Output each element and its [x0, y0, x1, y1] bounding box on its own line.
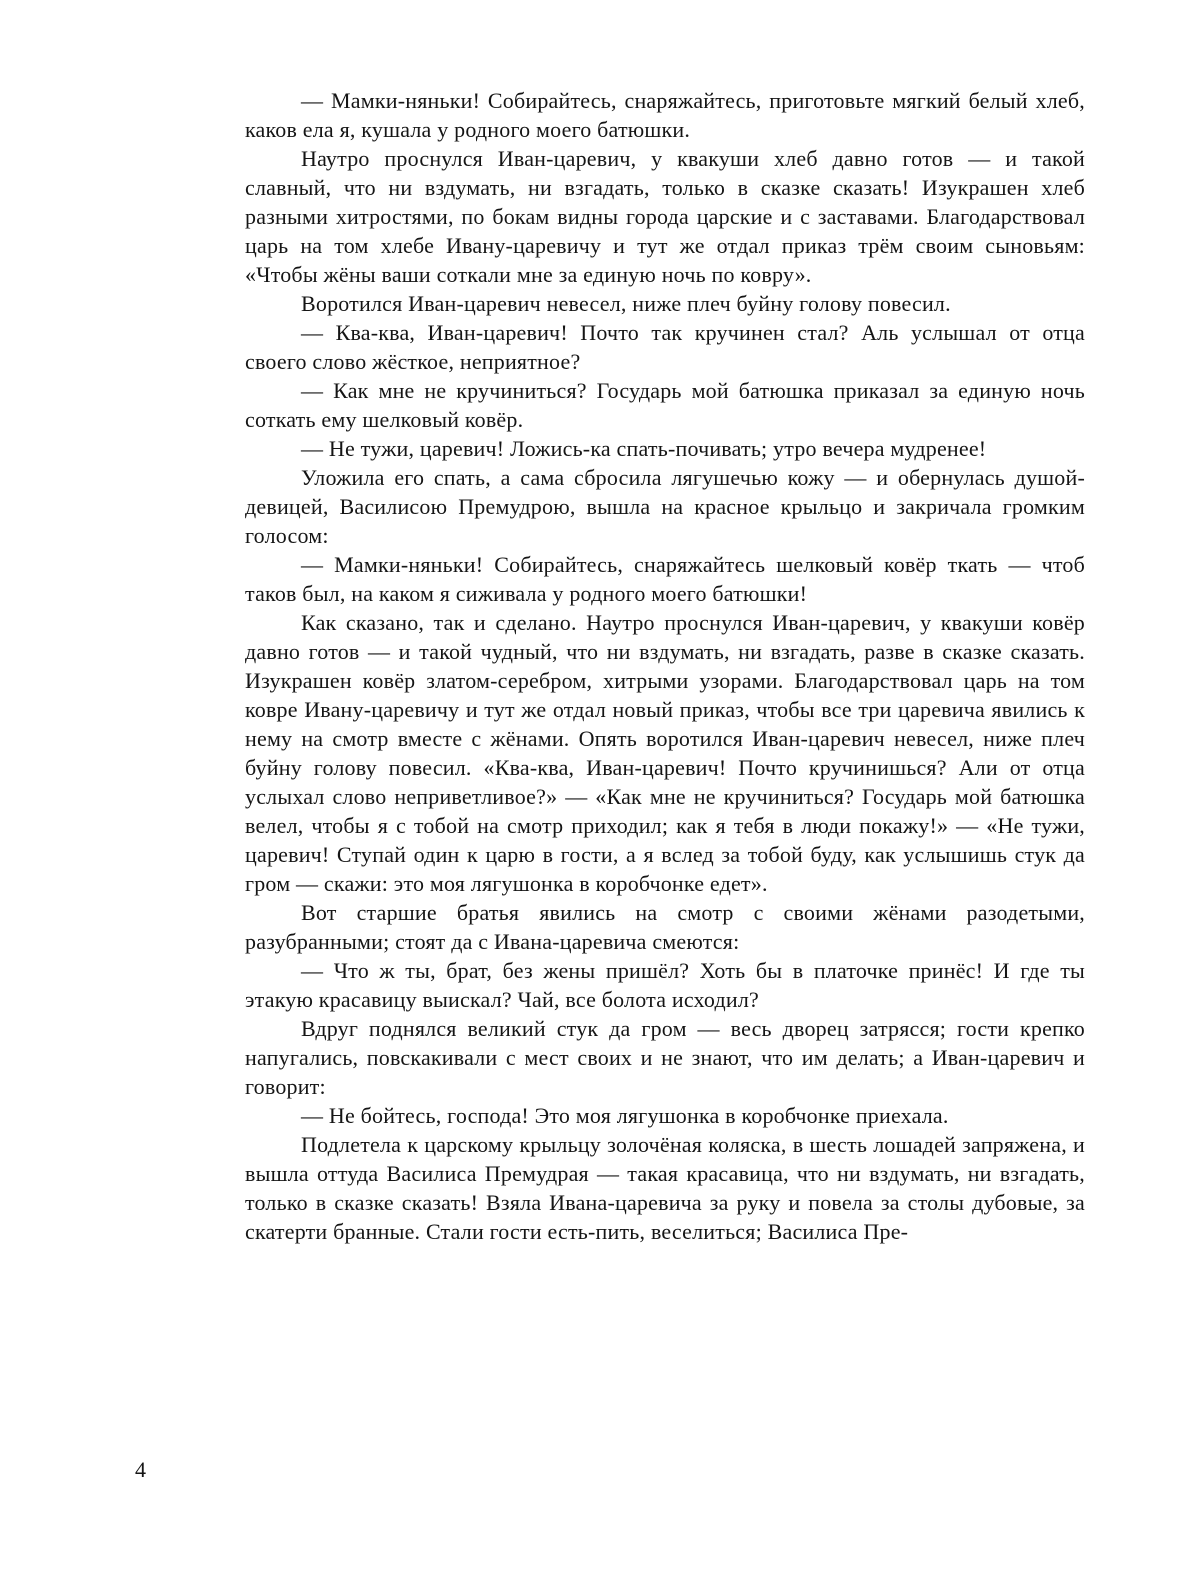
- paragraph: — Как мне не кручиниться? Государь мой батюшка приказал за единую ночь соткать ему шелковый ковёр.: [245, 378, 1085, 432]
- page-text-block: [245, 86, 1085, 1246]
- paragraph: Подлетела к царскому крыльцу золочёная коляска, в шесть лошадей запряжена, и вышла оттуда Василиса Премудрая — такая красавица, что ни вздумать, ни взгадать, только в сказке сказать! Взяла Ивана-царевича за руку и повела за столы дубовые, за скатерти бранные. Стали гости есть-пить, веселиться; Василиса Пре-: [245, 1132, 1085, 1244]
- paragraph: Как сказано, так и сделано. Наутро проснулся Иван-царевич, у квакуши ковёр давно готов — и такой чудный, что ни вздумать, ни взгадать, разве в сказке сказать. Изукрашен ковёр златом-серебром, хитрыми узорами. Благодарствовал царь на том ковре Ивану-царевичу и тут же отдал новый приказ, чтобы все три царевича явились к нему на смотр вместе с жёнами. Опять воротился Иван-царевич невесел, ниже плеч буйну голову повесил. «Ква-ква, Иван-царевич! Почто кручинишься? Али от отца услыхал слово неприветливое?» — «Как мне не кручиниться? Государь мой батюшка велел, чтобы я с тобой на смотр приходил; как я тебя в люди покажу!» — «Не тужи, царевич! Ступай один к царю в гости, а я вслед за тобой буду, как услышишь стук да гром — скажи: это моя лягушонка в коробчонке едет».: [245, 610, 1085, 896]
- paragraph: — Мамки-няньки! Собирайтесь, снаряжайтесь шелковый ковёр ткать — чтоб таков был, на каком я сиживала у родного моего батюшки!: [245, 552, 1085, 606]
- paragraph: — Не тужи, царевич! Ложись-ка спать-почивать; утро вечера мудренее!: [301, 436, 987, 461]
- paragraph: — Что ж ты, брат, без жены пришёл? Хоть бы в платочке принёс! И где ты этакую красавицу выискал? Чай, все болота исходил?: [245, 958, 1085, 1012]
- paragraph: Воротился Иван-царевич невесел, ниже плеч буйну голову повесил.: [301, 291, 951, 316]
- paragraph: — Мамки-няньки! Собирайтесь, снаряжайтесь, приготовьте мягкий белый хлеб, каков ела я, кушала у родного моего батюшки.: [245, 88, 1085, 142]
- paragraph: Наутро проснулся Иван-царевич, у квакуши хлеб давно готов — и такой славный, что ни вздумать, ни взгадать, только в сказке сказать! Изукрашен хлеб разными хитростями, по бокам видны города царские и с заставами. Благодарствовал царь на том хлебе Ивану-царевичу и тут же отдал приказ трём своим сыновьям: «Чтобы жёны ваши соткали мне за единую ночь по ковру».: [245, 146, 1085, 287]
- paragraph: Уложила его спать, а сама сбросила лягушечью кожу — и обернулась душой-девицей, Василисою Премудрою, вышла на красное крыльцо и закричала громким голосом:: [245, 465, 1085, 548]
- paragraph: Вдруг поднялся великий стук да гром — весь дворец затрясся; гости крепко напугались, повскакивали с мест своих и не знают, что им делать; а Иван-царевич и говорит:: [245, 1016, 1085, 1099]
- paragraph: — Ква-ква, Иван-царевич! Почто так кручинен стал? Аль услышал от отца своего слово жёсткое, неприятное?: [245, 320, 1085, 374]
- paragraph: Вот старшие братья явились на смотр с своими жёнами разодетыми, разубранными; стоят да с Ивана-царевича смеются:: [245, 900, 1085, 954]
- paragraph: — Не бойтесь, господа! Это моя лягушонка в коробчонке приехала.: [301, 1103, 949, 1128]
- page-number: 4: [135, 1457, 146, 1482]
